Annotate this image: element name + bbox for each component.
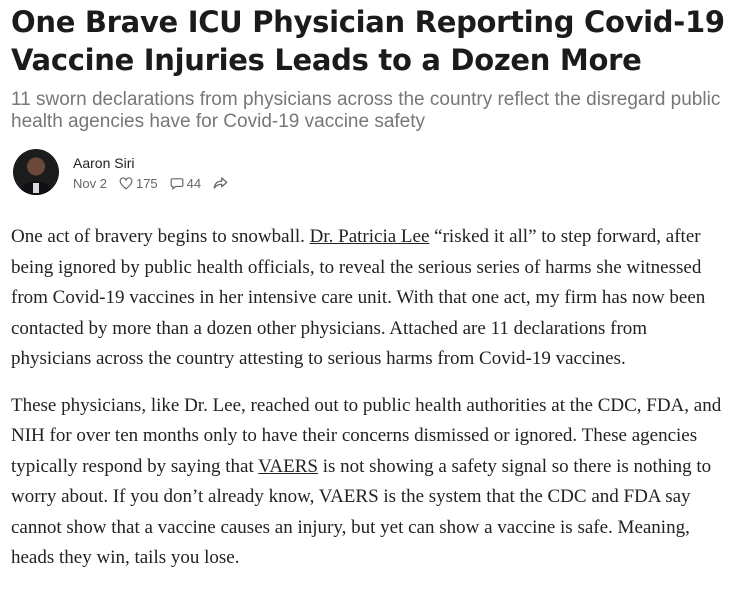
body-paragraph-2 bbox=[11, 391, 731, 574]
post-stats bbox=[73, 176, 243, 191]
dr-patricia-lee-link[interactable]: Dr. Patricia Lee bbox=[309, 226, 430, 247]
share-arrow-icon bbox=[213, 176, 228, 190]
heart-icon bbox=[119, 177, 133, 190]
byline bbox=[11, 149, 731, 195]
comment-count: 44 bbox=[186, 175, 202, 191]
vaers-link[interactable]: VAERS bbox=[258, 455, 318, 477]
author-name[interactable]: Aaron Siri bbox=[73, 154, 135, 171]
avatar-collar bbox=[33, 183, 39, 193]
comment-button[interactable] bbox=[170, 176, 201, 191]
paragraph-text: One act of bravery begins to snowball. bbox=[11, 226, 310, 247]
author-avatar[interactable] bbox=[13, 149, 59, 195]
post-title: One Brave ICU Physician Reporting Covid-19 Vaccine Injuries Leads to a Dozen More bbox=[11, 5, 725, 77]
paragraph-text: These physicians, like Dr. Lee, reached out to public health authorities at the CDC, FDA, and NIH for over ten months only to have their concerns dismissed or ignored. These agencies typically respond by saying that bbox=[11, 394, 722, 477]
like-count: 175 bbox=[135, 175, 158, 191]
paragraph-text: “risked it all” to step forward, after being ignored by public health officials, to reveal the serious series of harms she witnessed from Covid-19 vaccines in her intensive care unit. With that one act, my firm has now been contacted by more than a dozen other physicians. Attached are 11 declarations from physicians across the country attesting to serious harms from Covid-19 vaccines. bbox=[11, 226, 706, 369]
byline-meta bbox=[73, 154, 243, 191]
body-paragraph-1 bbox=[11, 222, 731, 375]
share-button[interactable] bbox=[213, 176, 231, 190]
paragraph-text: is not showing a safety signal so there is nothing to worry about. If you don’t already know, VAERS is the system that the CDC and FDA say cannot show that a vaccine causes an injury, but yet can show a vaccine is safe. Meaning, heads they win, tails you lose. bbox=[11, 455, 712, 568]
like-button[interactable] bbox=[119, 176, 158, 191]
post-date: Nov 2 bbox=[73, 175, 107, 191]
comment-bubble-icon bbox=[170, 177, 184, 190]
post-subtitle: 11 sworn declarations from physicians across the country reflect the disregard public health agencies have for Covid-19 vaccine safety bbox=[11, 89, 721, 132]
